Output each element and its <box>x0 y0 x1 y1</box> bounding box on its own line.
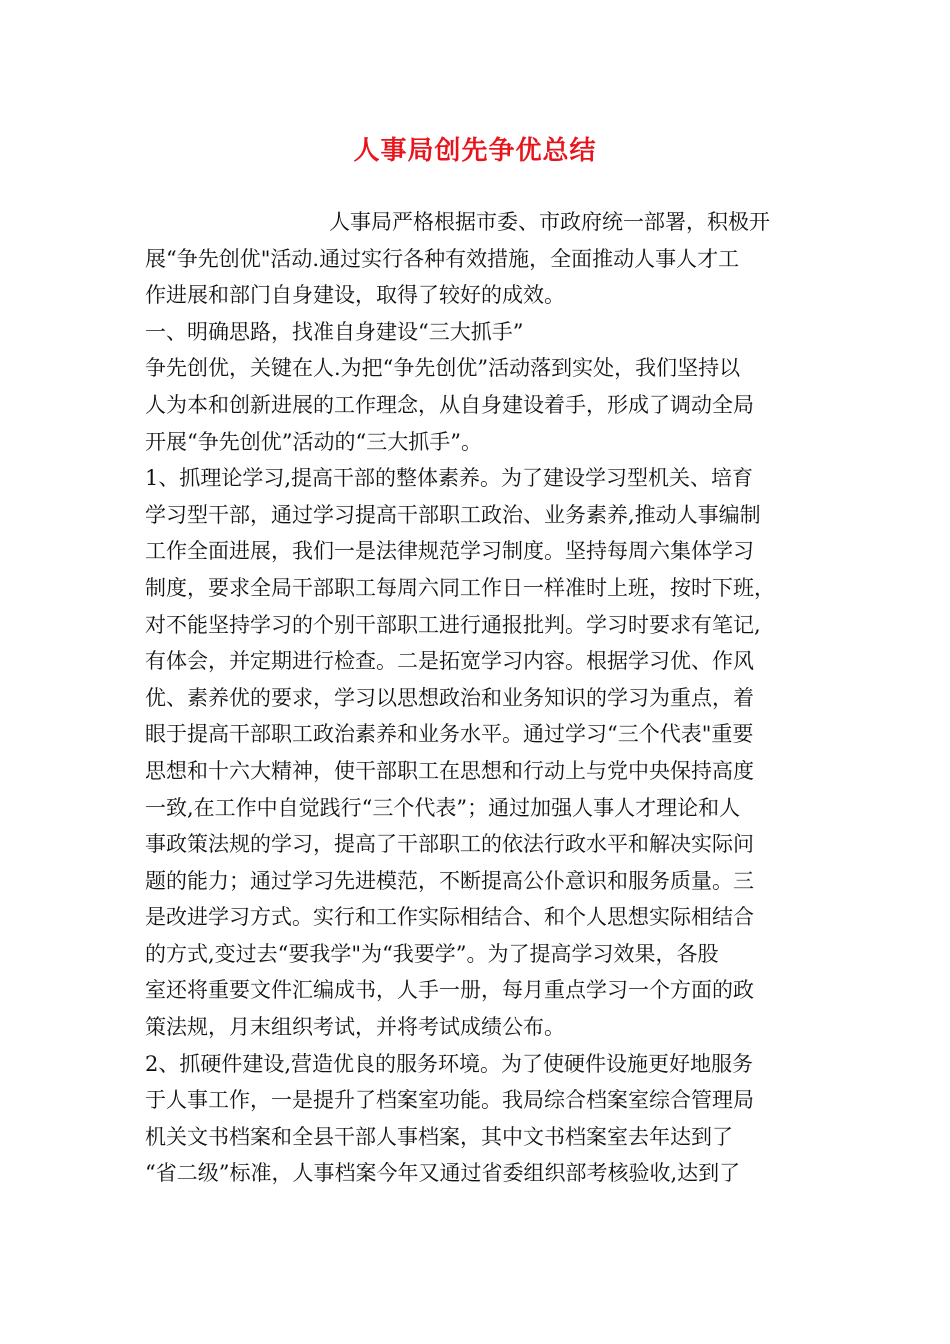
text-line: 1、抓理论学习,提高干部的整体素养。为了建设学习型机关、培育 <box>145 466 754 491</box>
text-line: 学习型干部，通过学习提高干部职工政治、业务素养,推动人事编制 <box>145 502 761 527</box>
text-line: 策法规，月末组织考试，并将考试成绩公布。 <box>145 1015 565 1040</box>
text-line: 作进展和部门自身建设，取得了较好的成效。 <box>145 283 565 308</box>
text-line: 人为本和创新进展的工作理念，从自身建设着手，形成了调动全局 <box>145 392 754 417</box>
text-line: 机关文书档案和全县干部人事档案，其中文书档案室去年达到了 <box>145 1124 733 1149</box>
text-line: 眼于提高干部职工政治素养和业务水平。通过学习“三个代表"重要 <box>145 722 754 747</box>
paragraph <box>145 350 813 460</box>
text-line: 事政策法规的学习，提高了干部职工的依法行政水平和解决实际问 <box>145 832 754 857</box>
text-line: 思想和十六大精神，使干部职工在思想和行动上与党中央保持高度 <box>145 758 754 783</box>
text-line: 室还将重要文件汇编成书，人手一册，每月重点学习一个方面的政 <box>145 978 754 1003</box>
text-line: 对不能坚持学习的个别干部职工进行通报批判。学习时要求有笔记, <box>145 612 761 637</box>
text-line: 开展“争先创优”活动的“三大抓手”。 <box>145 429 482 454</box>
text-line: 题的能力；通过学习先进模范，不断提高公仆意识和服务质量。三 <box>145 868 754 893</box>
text-line: 制度，要求全局干部职工每周六同工作日一样准时上班，按时下班， <box>145 575 775 600</box>
text-line: 人事局严格根据市委、市政府统一部署，积极开 <box>329 210 770 234</box>
text-line: 优、素养优的要求，学习以思想政治和业务知识的学习为重点，着 <box>145 685 754 710</box>
text-line: 2、抓硬件建设,营造优良的服务环境。为了使硬件设施更好地服务 <box>145 1051 754 1076</box>
text-line: 工作全面进展，我们一是法律规范学习制度。坚持每周六集体学习 <box>145 539 754 564</box>
text-line: 一、明确思路，找准自身建设“三大抓手” <box>145 319 524 344</box>
text-line: 于人事工作，一是提升了档案室功能。我局综合档案室综合管理局 <box>145 1088 754 1113</box>
document-body <box>145 204 813 1192</box>
section-heading <box>145 314 813 351</box>
paragraph-item-1 <box>145 460 813 1046</box>
text-line: 展“争先创优"活动.通过实行各种有效措施，全面推动人事人才工 <box>145 246 740 271</box>
text-line: “省二级”标准，人事档案今年又通过省委组织部考核验收,达到了 <box>145 1161 741 1186</box>
paragraph-intro <box>145 204 813 314</box>
paragraph-item-2 <box>145 1046 813 1192</box>
document-title: 人事局创先争优总结 <box>353 136 597 166</box>
text-line: 有体会，并定期进行检查。二是拓宽学习内容。根据学习优、作风 <box>145 649 754 674</box>
text-line: 的方式,变过去“要我学"为“我要学”。为了提高学习效果，各股 <box>145 941 719 966</box>
text-line: 争先创优，关键在人.为把“争先创优”活动落到实处，我们坚持以 <box>145 356 741 381</box>
text-line: 一致,在工作中自觉践行“三个代表”；通过加强人事人才理论和人 <box>145 795 741 820</box>
text-line: 是改进学习方式。实行和工作实际相结合、和个人思想实际相结合 <box>145 905 754 930</box>
